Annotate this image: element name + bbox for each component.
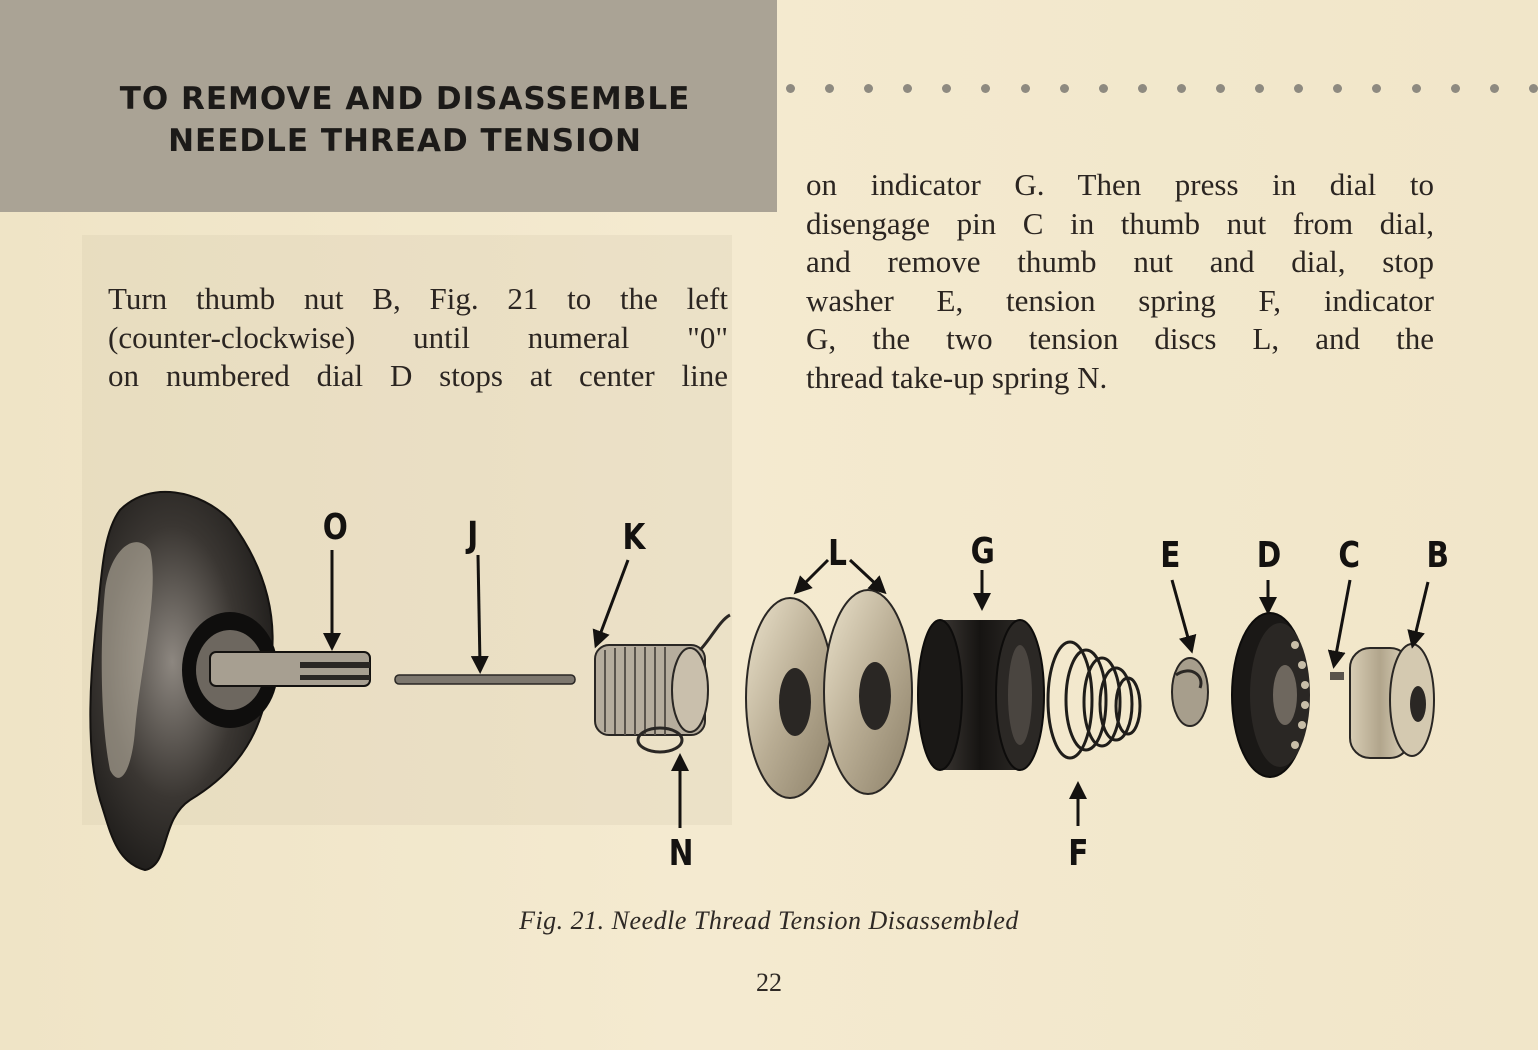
tension-discs xyxy=(746,590,912,798)
tension-stud-pin xyxy=(395,675,575,684)
heading-line-1: TO REMOVE AND DISASSEMBLE xyxy=(119,81,691,117)
header-block xyxy=(0,0,777,212)
page-number: 22 xyxy=(756,968,782,997)
text-line: disengage pin C in thumb nut from dial, xyxy=(806,205,1434,241)
label-d: D xyxy=(1256,535,1282,576)
text-line: Turn thumb nut B, Fig. 21 to the left xyxy=(108,281,728,316)
thumb-nut xyxy=(1330,644,1434,758)
label-l: L xyxy=(828,533,847,574)
tension-indicator xyxy=(918,620,1044,770)
figure-caption: Fig. 21. Needle Thread Tension Disassembled xyxy=(519,906,1019,935)
text-line: washer E, tension spring F, indicator xyxy=(806,282,1434,318)
label-g: G xyxy=(970,531,995,572)
text-line: on numbered dial D stops at center line xyxy=(108,358,728,393)
text-line: (counter-clockwise) until numeral "0" xyxy=(108,319,728,355)
text-line: thread take-up spring N. xyxy=(806,359,1108,395)
dotted-rule xyxy=(778,80,1538,96)
exploded-view-illustration xyxy=(80,470,1460,890)
text-line: on indicator G. Then press in dial to xyxy=(806,167,1434,202)
numbered-dial xyxy=(1232,613,1310,777)
label-j: J xyxy=(467,515,479,556)
take-up-spring-assembly xyxy=(595,615,730,752)
label-b: B xyxy=(1426,535,1449,576)
label-e: E xyxy=(1160,535,1181,576)
label-c: C xyxy=(1338,535,1361,576)
label-n: N xyxy=(668,833,694,874)
heading-line-2: NEEDLE THREAD TENSION xyxy=(168,123,642,159)
text-line: G, the two tension discs L, and the xyxy=(806,321,1434,356)
instruction-paragraph-left xyxy=(108,280,728,396)
label-k: K xyxy=(622,517,646,558)
stop-washer xyxy=(1172,658,1208,726)
exploded-tension-figure xyxy=(80,470,1460,890)
label-f: F xyxy=(1068,833,1089,874)
label-o: O xyxy=(322,507,348,548)
text-line: and remove thumb nut and dial, stop xyxy=(806,244,1434,279)
machine-face-plate xyxy=(90,492,370,870)
tension-spring xyxy=(1048,642,1140,758)
instruction-paragraph-right xyxy=(806,166,1434,397)
section-heading xyxy=(60,78,750,162)
